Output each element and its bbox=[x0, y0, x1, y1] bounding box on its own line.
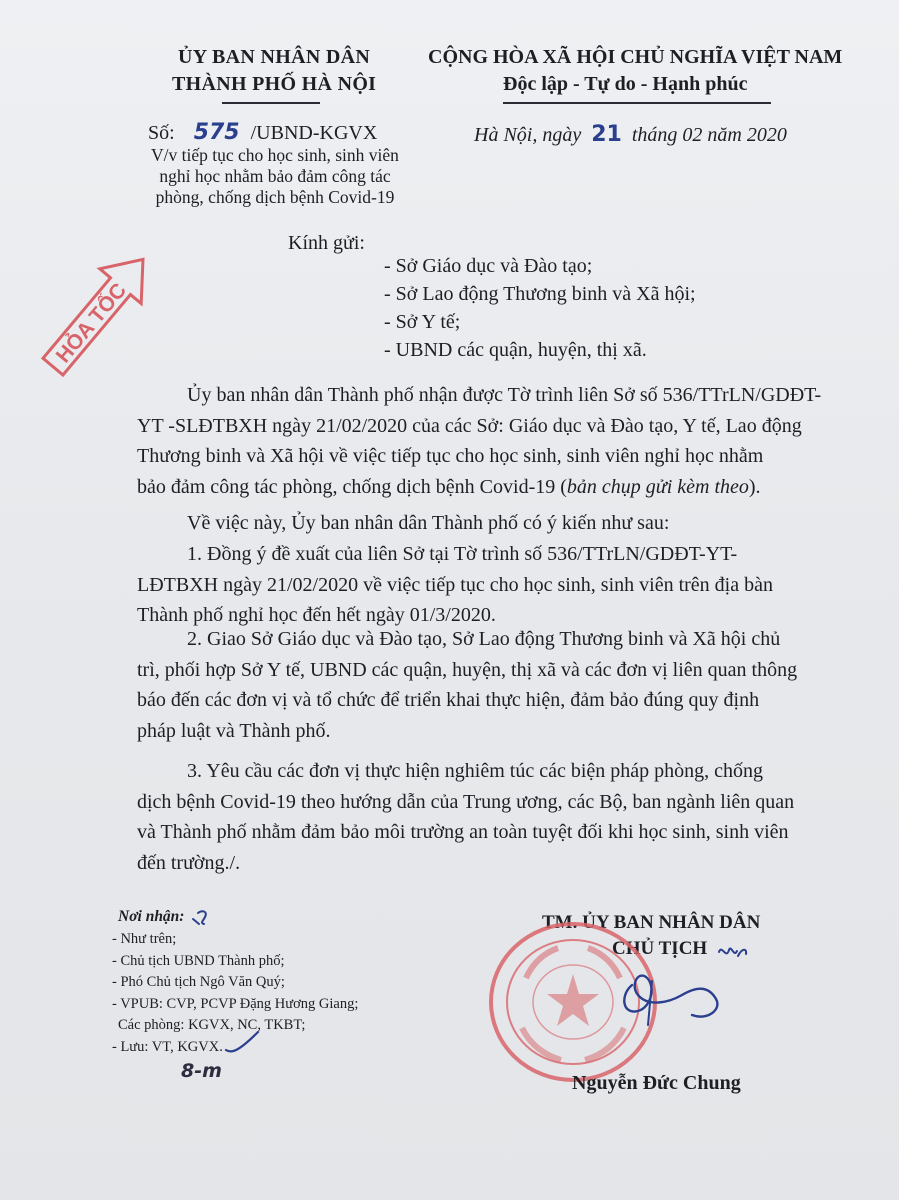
item-1 bbox=[137, 539, 773, 631]
recipients-check-mark bbox=[190, 907, 214, 929]
body-line: 1. Đồng ý đề xuất của liên Sở tại Tờ trình số 536/TTrLN/GDĐT-YT- bbox=[187, 543, 738, 565]
intro-paragraph bbox=[137, 380, 821, 502]
body-line: Thương binh và Xã hội về việc tiếp tục cho học sinh, sinh viên nghỉ học nhằm bbox=[137, 445, 764, 467]
motto-underline bbox=[503, 102, 771, 104]
body-line: và Thành phố nhằm đảm bảo môi trường an toàn tuyệt đối khi học sinh, sinh viên bbox=[137, 821, 789, 843]
urgent-stamp-text: HỎA TỐC bbox=[51, 278, 132, 368]
subject-line: phòng, chống dịch bệnh Covid-19 bbox=[155, 187, 395, 207]
subject-block bbox=[135, 145, 415, 208]
item-3 bbox=[137, 756, 794, 878]
signer-name: Nguyễn Đức Chung bbox=[572, 1072, 741, 1094]
body-line: LĐTBXH ngày 21/02/2020 về việc tiếp tục cho học sinh, sinh viên trên địa bàn bbox=[137, 573, 773, 596]
body-line: dịch bệnh Covid-19 theo hướng dẫn của Trung ương, các Bộ, ban ngành liên quan bbox=[137, 790, 795, 813]
body-line: pháp luật và Thành phố. bbox=[137, 719, 331, 742]
issuer-underline bbox=[222, 102, 320, 104]
national-motto: Độc lập - Tự do - Hạnh phúc bbox=[503, 73, 748, 95]
number-suffix: /UBND-KGVX bbox=[250, 122, 378, 144]
number-handwritten: 575 bbox=[193, 120, 240, 145]
body-line: đến trường./. bbox=[137, 851, 241, 874]
body-line: Thành phố nghỉ học đến hết ngày 01/3/2020. bbox=[137, 604, 496, 626]
recipients-title: Nơi nhận: bbox=[118, 908, 185, 925]
body-line: YT -SLĐTBXH ngày 21/02/2020 của các Sở: Giáo dục và Đào tạo, Y tế, Lao động bbox=[137, 414, 802, 437]
issuer-line1: ỦY BAN NHÂN DÂN bbox=[178, 46, 371, 68]
recipient-item: - VPUB: CVP, PCVP Đặng Hương Giang; bbox=[112, 995, 359, 1012]
recipient-item: - Chủ tịch UBND Thành phố; bbox=[112, 952, 285, 969]
body-line: 2. Giao Sở Giáo dục và Đào tạo, Sở Lao động Thương binh và Xã hội chủ bbox=[187, 628, 781, 650]
item-2 bbox=[137, 624, 797, 746]
intro-italic-note: bản chụp gửi kèm theo bbox=[566, 475, 749, 498]
opinion-line: Về việc này, Ủy ban nhân dân Thành phố có ý kiến như sau: bbox=[187, 512, 670, 534]
handwritten-tick bbox=[222, 1028, 262, 1058]
signature-scribble bbox=[612, 955, 732, 1035]
issuer-line2: THÀNH PHỐ HÀ NỘI bbox=[172, 73, 377, 95]
body-line bbox=[137, 472, 821, 503]
number-label: Số: bbox=[148, 122, 175, 144]
urgent-stamp bbox=[18, 228, 178, 398]
recipient-item: - Phó Chủ tịch Ngô Văn Quý; bbox=[112, 974, 285, 990]
recipient-item: - Lưu: VT, KGVX. bbox=[112, 1038, 223, 1055]
body-line: 3. Yêu cầu các đơn vị thực hiện nghiêm túc các biện pháp phòng, chống bbox=[187, 760, 764, 782]
intro-end: ). bbox=[748, 475, 761, 498]
date-day-handwritten: 21 bbox=[591, 122, 622, 147]
salutation: Kính gửi: bbox=[288, 232, 365, 254]
handwritten-note: 8-m bbox=[181, 1060, 222, 1082]
issue-date bbox=[474, 120, 787, 150]
subject-line: V/v tiếp tục cho học sinh, sinh viên bbox=[151, 145, 399, 165]
addressee-item: - Sở Giáo dục và Đào tạo; bbox=[384, 255, 593, 277]
recipient-item: - Như trên; bbox=[112, 931, 177, 947]
intro-last-text: bảo đảm công tác phòng, chống dịch bệnh Covid-19 ( bbox=[137, 475, 567, 498]
addressee-item: - Sở Y tế; bbox=[384, 311, 461, 333]
signature-line2: CHỦ TỊCH bbox=[612, 938, 708, 959]
addressee-item: - UBND các quận, huyện, thị xã. bbox=[384, 339, 647, 361]
addressee-list bbox=[384, 252, 696, 364]
signature-line1: TM. ỦY BAN NHÂN DÂN bbox=[542, 912, 761, 933]
date-suffix: tháng 02 năm 2020 bbox=[631, 124, 787, 146]
country-name: CỘNG HÒA XÃ HỘI CHỦ NGHĨA VIỆT NAM bbox=[428, 46, 843, 68]
date-prefix: Hà Nội, ngày bbox=[474, 124, 582, 146]
recipient-item: Các phòng: KGVX, NC, TKBT; bbox=[118, 1017, 306, 1033]
addressee-item: - Sở Lao động Thương binh và Xã hội; bbox=[384, 283, 696, 305]
body-line: báo đến các đơn vị và tổ chức để triển khai thực hiện, đảm bảo đúng quy định bbox=[137, 689, 760, 711]
body-line: Ủy ban nhân dân Thành phố nhận được Tờ trình liên Sở số 536/TTrLN/GDĐT- bbox=[187, 384, 822, 406]
subject-line: nghỉ học nhằm bảo đảm công tác bbox=[159, 166, 391, 186]
document-number bbox=[148, 118, 377, 148]
body-line: trì, phối hợp Sở Y tế, UBND các quận, huyện, thị xã và các đơn vị liên quan thông bbox=[137, 658, 798, 681]
